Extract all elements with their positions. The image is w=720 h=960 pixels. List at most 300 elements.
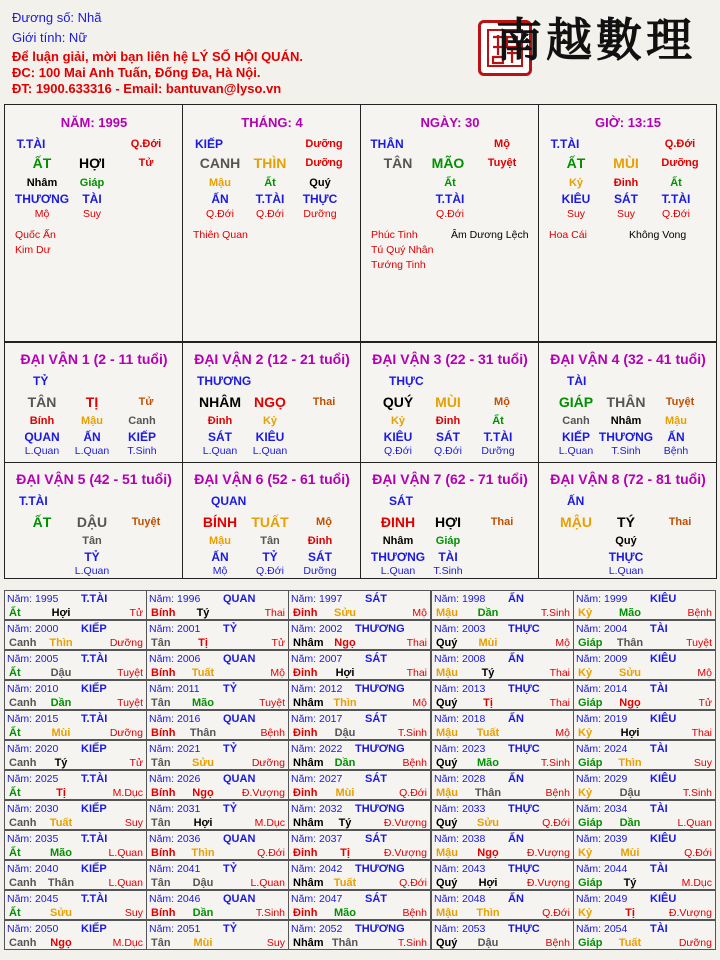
year-label: Năm: 1997: [291, 593, 343, 605]
year-branch: Tị: [198, 637, 208, 649]
pillar-god-top: THÂN: [370, 137, 404, 151]
year-god: ẤN: [508, 713, 524, 725]
year-cell: [431, 680, 574, 710]
year-god: TÀI: [650, 863, 668, 875]
dai-van-hidden-god: SÁT: [208, 430, 232, 444]
year-cell: [146, 650, 289, 680]
hidden-stage: Mộ: [34, 208, 50, 220]
year-label: Năm: 2006: [149, 653, 201, 665]
year-stem: Mậu: [436, 907, 458, 919]
year-stem: Quý: [436, 817, 458, 829]
year-branch: Tị: [56, 787, 66, 799]
year-label: Năm: 2031: [149, 803, 201, 815]
dai-van-hidden-stem: Quý: [615, 535, 637, 547]
dai-van-hidden-god: ẤN: [83, 430, 101, 444]
year-stem: Ất: [9, 907, 21, 919]
dai-van-god: SÁT: [389, 494, 413, 508]
year-god: T.TÀI: [81, 833, 108, 845]
year-cell: [573, 830, 716, 860]
year-stem: Giáp: [578, 817, 603, 829]
year-cell: [573, 770, 716, 800]
year-cell: [431, 920, 574, 950]
year-stem: Đinh: [293, 907, 318, 919]
year-label: Năm: 2052: [291, 923, 343, 935]
year-stage: M.Dục: [681, 877, 712, 889]
year-branch: Hợi: [51, 607, 71, 619]
year-cell: [573, 710, 716, 740]
year-god: TÀI: [650, 923, 668, 935]
hidden-stem: Mậu: [209, 177, 231, 189]
year-stage: Tuyệt: [117, 697, 143, 709]
year-cell: [288, 650, 431, 680]
year-label: Năm: 2001: [149, 623, 201, 635]
year-cell: [4, 830, 147, 860]
year-stem: Giáp: [578, 697, 603, 709]
year-stem: Kỷ: [578, 847, 593, 859]
year-god: THƯƠNG: [355, 743, 405, 755]
year-label: Năm: 2044: [576, 863, 628, 875]
year-stem: Canh: [9, 697, 37, 709]
year-god: SÁT: [365, 773, 387, 785]
hidden-stem: Giáp: [79, 177, 105, 189]
year-cell: [288, 740, 431, 770]
year-god: THƯƠNG: [355, 683, 405, 695]
year-stage: Mộ: [412, 697, 427, 709]
year-label: Năm: 2029: [576, 773, 628, 785]
year-cell: [4, 800, 147, 830]
year-label: Năm: 2053: [434, 923, 486, 935]
dai-van-title: ĐẠI VẬN 7 (62 - 71 tuổi): [372, 471, 528, 487]
phone-email-line: ĐT: 1900.633316 - Email: bantuvan@lyso.vn: [12, 81, 282, 96]
year-cell: [4, 890, 147, 920]
year-stage: Đ.Vượng: [241, 787, 285, 799]
year-label: Năm: 2012: [291, 683, 343, 695]
dai-van-hidden-stage: L.Quan: [202, 445, 238, 457]
logo-text: 南越數理: [496, 13, 696, 67]
year-god: THƯƠNG: [355, 623, 405, 635]
year-label: Năm: 2028: [434, 773, 486, 785]
year-stage: Q.Đới: [257, 847, 285, 859]
logo: [478, 8, 704, 78]
year-god: SÁT: [365, 653, 387, 665]
dai-van-god: T.TÀI: [19, 494, 48, 508]
year-stage: Bệnh: [260, 727, 285, 739]
year-stem: Giáp: [578, 637, 603, 649]
year-cell: [288, 680, 431, 710]
year-cell: [573, 740, 716, 770]
year-stage: Mộ: [412, 607, 427, 619]
dai-van-stem: BÍNH: [202, 514, 238, 530]
hidden-stage: Q.Đới: [206, 208, 234, 220]
year-branch: Ngọ: [477, 847, 499, 859]
year-cell: [4, 590, 147, 620]
year-stage: M.Dục: [254, 817, 285, 829]
year-stem: Tân: [151, 877, 171, 889]
dai-van-hidden-stem: Canh: [128, 415, 156, 427]
dai-van-box: [4, 342, 183, 463]
year-stage: L.Quan: [250, 877, 285, 889]
year-label: Năm: 2041: [149, 863, 201, 875]
pillar-branch: MÃO: [431, 155, 465, 171]
year-stem: Quý: [436, 697, 458, 709]
hidden-god: SÁT: [614, 192, 638, 206]
year-label: Năm: 2005: [7, 653, 59, 665]
dai-van-title: ĐẠI VẬN 5 (42 - 51 tuổi): [16, 471, 172, 487]
year-god: SÁT: [365, 593, 387, 605]
year-cell: [431, 890, 574, 920]
year-god: THƯƠNG: [355, 923, 405, 935]
year-stage: Tử: [271, 637, 285, 649]
year-branch: Sửu: [476, 817, 500, 829]
pillar-god-top-right: Q.Đới: [664, 138, 696, 150]
year-label: Năm: 2048: [434, 893, 486, 905]
dai-van-branch: TỊ: [85, 394, 99, 410]
year-stage: Bệnh: [545, 937, 570, 949]
year-cell: [146, 590, 289, 620]
dai-van-hidden-stage: T.Sinh: [433, 565, 463, 577]
year-label: Năm: 2011: [149, 683, 200, 695]
dai-van-hidden-god: THƯƠNG: [598, 430, 654, 444]
year-stage: Tử: [129, 757, 143, 769]
year-cell: [146, 620, 289, 650]
year-stage: Đ.Vượng: [383, 847, 427, 859]
year-god: KIÊU: [650, 773, 677, 785]
year-label: Năm: 1998: [434, 593, 486, 605]
dai-van-branch: MÙI: [435, 394, 461, 410]
year-label: Năm: 2023: [434, 743, 486, 755]
hidden-stage: Dưỡng: [303, 208, 337, 220]
year-stage: Mộ: [697, 667, 712, 679]
year-label: Năm: 2007: [291, 653, 343, 665]
year-god: KIẾP: [81, 623, 107, 635]
year-label: Năm: 1996: [149, 593, 201, 605]
year-label: Năm: 2014: [576, 683, 628, 695]
dai-van-box: [360, 342, 539, 463]
pillar-star: Hoa Cái: [549, 229, 587, 241]
year-label: Năm: 2004: [576, 623, 628, 635]
dai-van-hidden-god: TÀI: [438, 550, 458, 564]
year-branch: Mùi: [51, 727, 71, 739]
year-god: TỶ: [223, 923, 238, 935]
year-label: Năm: 2039: [576, 833, 628, 845]
year-stem: Canh: [9, 757, 37, 769]
year-label: Năm: 2036: [149, 833, 201, 845]
year-stage: Tuyệt: [686, 637, 712, 649]
dai-van-hidden-stage: T.Sinh: [611, 445, 641, 457]
hidden-god: THỰC: [302, 192, 338, 206]
year-branch: Dậu: [50, 667, 72, 679]
year-god: TỶ: [223, 683, 238, 695]
dai-van-title: ĐẠI VẬN 8 (72 - 81 tuổi): [550, 471, 706, 487]
pillar-star: Tướng Tinh: [371, 259, 426, 271]
year-god: THỰC: [508, 803, 540, 815]
dai-van-stem: ĐINH: [380, 514, 416, 530]
year-stem: Giáp: [578, 757, 603, 769]
dai-van-branch: HỢI: [435, 514, 461, 530]
dai-van-hidden-stage: Q.Đới: [434, 445, 462, 457]
dai-van-hidden-god: QUAN: [24, 430, 60, 444]
dai-van-hidden-stem: Nhâm: [382, 535, 414, 547]
year-god: ẤN: [508, 593, 524, 605]
year-branch: Thân: [331, 937, 359, 949]
year-stem: Giáp: [578, 877, 603, 889]
dai-van-hidden-stem: Mậu: [81, 415, 103, 427]
dai-van-hidden-stage: L.Quan: [24, 445, 60, 457]
year-cell: [573, 890, 716, 920]
year-branch: Hợi: [620, 727, 640, 739]
year-label: Năm: 2038: [434, 833, 486, 845]
year-label: Năm: 2049: [576, 893, 628, 905]
year-cell: [573, 920, 716, 950]
year-stage: Mộ: [270, 667, 285, 679]
year-label: Năm: 2002: [291, 623, 343, 635]
year-stem: Canh: [9, 877, 37, 889]
year-branch: Sửu: [49, 907, 73, 919]
year-label: Năm: 2051: [149, 923, 201, 935]
hidden-stem: Ất: [670, 177, 682, 189]
dai-van-hidden-god: ẤN: [667, 430, 685, 444]
year-god: TÀI: [650, 683, 668, 695]
dai-van-branch: NGỌ: [254, 394, 286, 410]
dai-van-hidden-stem: Tân: [260, 535, 280, 547]
year-god: SÁT: [365, 893, 387, 905]
dai-van-hidden-stem: Nhâm: [610, 415, 642, 427]
dai-van-stage: Thai: [668, 516, 692, 528]
year-stage: L.Quan: [108, 847, 143, 859]
pillar-god-top: T.TÀI: [16, 137, 46, 151]
year-stem: Mậu: [436, 607, 458, 619]
year-cell: [573, 680, 716, 710]
year-god: KIÊU: [650, 713, 677, 725]
year-stem: Nhâm: [293, 637, 324, 649]
year-god: T.TÀI: [81, 593, 108, 605]
year-cell: [146, 770, 289, 800]
year-stage: T.Sinh: [682, 787, 712, 799]
dai-van-hidden-stem: Kỷ: [390, 415, 406, 427]
year-branch: Ngọ: [334, 637, 356, 649]
year-god: KIÊU: [650, 593, 677, 605]
year-cell: [4, 710, 147, 740]
dai-van-stage: Thai: [490, 516, 514, 528]
dai-van-branch: TUẤT: [251, 514, 289, 530]
dai-van-hidden-stem: Đinh: [435, 415, 461, 427]
year-stem: Tân: [151, 697, 171, 709]
year-branch: Mão: [334, 907, 356, 919]
dai-van-hidden-god: TỶ: [84, 550, 100, 564]
year-god: TỶ: [223, 743, 238, 755]
year-cell: [573, 860, 716, 890]
year-stage: Thai: [406, 637, 427, 649]
year-label: Năm: 2027: [291, 773, 343, 785]
year-stem: Bính: [151, 787, 176, 799]
year-stage: Bệnh: [402, 907, 427, 919]
year-branch: Tuất: [333, 877, 357, 889]
year-cell: [4, 620, 147, 650]
year-cell: [146, 800, 289, 830]
year-god: QUAN: [223, 593, 256, 605]
year-god: KIÊU: [650, 893, 677, 905]
year-cell: [573, 590, 716, 620]
year-stage: Thai: [691, 727, 712, 739]
year-stage: Suy: [124, 907, 143, 919]
pillar-title: NGÀY: 30: [420, 115, 480, 130]
pillar-stem: ẤT: [566, 155, 586, 171]
address-line: ĐC: 100 Mai Anh Tuấn, Đống Đa, Hà Nội.: [12, 65, 261, 80]
year-label: Năm: 2033: [434, 803, 486, 815]
year-god: ẤN: [508, 653, 524, 665]
pillar-stage: Dưỡng: [661, 157, 699, 169]
year-god: T.TÀI: [81, 713, 108, 725]
year-stage: L.Quan: [677, 817, 712, 829]
year-stem: Nhâm: [293, 697, 324, 709]
dai-van-hidden-stage: L.Quan: [252, 445, 288, 457]
year-god: THƯƠNG: [355, 863, 405, 875]
year-label: Năm: 2024: [576, 743, 628, 755]
year-stem: Tân: [151, 637, 171, 649]
hidden-god: T.TÀI: [255, 192, 285, 206]
year-stem: Canh: [9, 817, 37, 829]
year-branch: Thìn: [618, 757, 642, 769]
dai-van-hidden-god: KIÊU: [255, 430, 285, 444]
year-god: KIẾP: [81, 923, 107, 935]
year-stem: Bính: [151, 847, 176, 859]
year-stage: T.Sinh: [397, 937, 427, 949]
year-branch: Thìn: [333, 697, 357, 709]
year-stage: Mộ: [555, 637, 570, 649]
year-cell: [146, 740, 289, 770]
year-stage: Dưỡng: [109, 727, 143, 739]
year-stage: Đ.Vượng: [668, 907, 712, 919]
year-branch: Tuất: [618, 937, 642, 949]
pillar-stem: TÂN: [383, 155, 413, 171]
year-branch: Mùi: [478, 637, 498, 649]
year-label: Năm: 2016: [149, 713, 201, 725]
year-branch: Thân: [616, 637, 644, 649]
year-stage: Bệnh: [545, 787, 570, 799]
year-label: Năm: 2025: [7, 773, 59, 785]
year-god: T.TÀI: [81, 653, 108, 665]
dai-van-branch: TÝ: [617, 514, 635, 530]
year-branch: Dần: [477, 607, 499, 619]
dai-van-hidden-god: KIẾP: [127, 430, 157, 444]
year-god: KIÊU: [650, 653, 677, 665]
year-branch: Dậu: [192, 877, 214, 889]
dai-van-stem: MẬU: [560, 514, 592, 530]
year-cell: [431, 590, 574, 620]
year-stem: Kỷ: [578, 607, 593, 619]
year-branch: Ngọ: [192, 787, 214, 799]
year-god: KIẾP: [81, 863, 107, 875]
hidden-god: T.TÀI: [435, 192, 465, 206]
dai-van-hidden-stem: Canh: [562, 415, 590, 427]
hidden-stem: Ất: [444, 177, 456, 189]
year-branch: Mão: [477, 757, 499, 769]
dai-van-hidden-stage: L.Quan: [74, 565, 110, 577]
dai-van-hidden-god: ẤN: [211, 550, 229, 564]
year-branch: Mão: [619, 607, 641, 619]
dai-van-hidden-god: KIẾP: [561, 430, 591, 444]
dai-van-hidden-god: KIÊU: [383, 430, 413, 444]
year-branch: Thân: [189, 727, 217, 739]
year-stem: Nhâm: [293, 817, 324, 829]
year-god: ẤN: [508, 773, 524, 785]
year-god: SÁT: [365, 713, 387, 725]
dai-van-hidden-stage: Q.Đới: [384, 445, 412, 457]
year-stem: Nhâm: [293, 757, 324, 769]
year-branch: Mùi: [193, 937, 213, 949]
pillar-star: Kim Dư: [15, 244, 51, 256]
year-stem: Giáp: [578, 937, 603, 949]
year-stem: Nhâm: [293, 877, 324, 889]
year-stem: Tân: [151, 757, 171, 769]
year-label: Năm: 2020: [7, 743, 59, 755]
year-label: Năm: 2008: [434, 653, 486, 665]
year-stage: Tuyệt: [117, 667, 143, 679]
year-god: THỰC: [508, 863, 540, 875]
year-god: ẤN: [508, 893, 524, 905]
year-cell: [288, 890, 431, 920]
pillar-star: Thiên Quan: [193, 229, 248, 241]
pillar-title: GIỜ: 13:15: [594, 115, 662, 130]
hidden-stage: Suy: [82, 208, 102, 220]
dai-van-god: THỰC: [389, 374, 424, 388]
dai-van-title: ĐẠI VẬN 4 (32 - 41 tuổi): [550, 351, 706, 367]
year-stage: Dưỡng: [678, 937, 712, 949]
dai-van-stage: Tử: [138, 396, 154, 408]
year-stem: Quý: [436, 757, 458, 769]
pillar-star: Quốc Ấn: [15, 229, 56, 241]
year-branch: Tý: [54, 757, 68, 769]
year-branch: Mão: [192, 697, 214, 709]
dai-van-god: TÀI: [567, 374, 587, 388]
year-branch: Tý: [481, 667, 495, 679]
year-stage: T.Sinh: [540, 607, 570, 619]
year-branch: Thân: [47, 877, 75, 889]
year-stem: Mậu: [436, 667, 458, 679]
dai-van-title: ĐẠI VẬN 1 (2 - 11 tuổi): [20, 351, 168, 367]
year-branch: Hợi: [478, 877, 498, 889]
year-branch: Mão: [50, 847, 72, 859]
year-label: Năm: 2034: [576, 803, 628, 815]
year-label: Năm: 2042: [291, 863, 343, 875]
hidden-god: T.TÀI: [661, 192, 691, 206]
pillar-box: [4, 104, 183, 342]
year-label: Năm: 2022: [291, 743, 343, 755]
year-stage: Thai: [549, 697, 570, 709]
pillar-stage: Tử: [138, 157, 154, 169]
dai-van-stage: Mộ: [494, 396, 510, 408]
year-god: T.TÀI: [81, 773, 108, 785]
year-god: TỶ: [223, 863, 238, 875]
dai-van-stage: Tuyệt: [665, 396, 695, 408]
year-cell: [431, 620, 574, 650]
year-stem: Canh: [9, 637, 37, 649]
dai-van-stage: Thai: [312, 396, 336, 408]
year-stem: Nhâm: [293, 937, 324, 949]
year-cell: [146, 890, 289, 920]
year-branch: Mùi: [620, 847, 640, 859]
year-branch: Tuất: [49, 817, 73, 829]
year-stem: Mậu: [436, 787, 458, 799]
pillar-god-top: KIẾP: [194, 137, 224, 151]
contact-line: Để luận giải, mời bạn liên hệ LÝ SỐ HỘI QUÁN.: [12, 49, 303, 64]
year-cell: [431, 860, 574, 890]
year-branch: Thìn: [191, 847, 215, 859]
year-cell: [573, 620, 716, 650]
year-label: Năm: 1999: [576, 593, 628, 605]
year-branch: Ngọ: [619, 697, 641, 709]
year-stem: Ất: [9, 607, 21, 619]
